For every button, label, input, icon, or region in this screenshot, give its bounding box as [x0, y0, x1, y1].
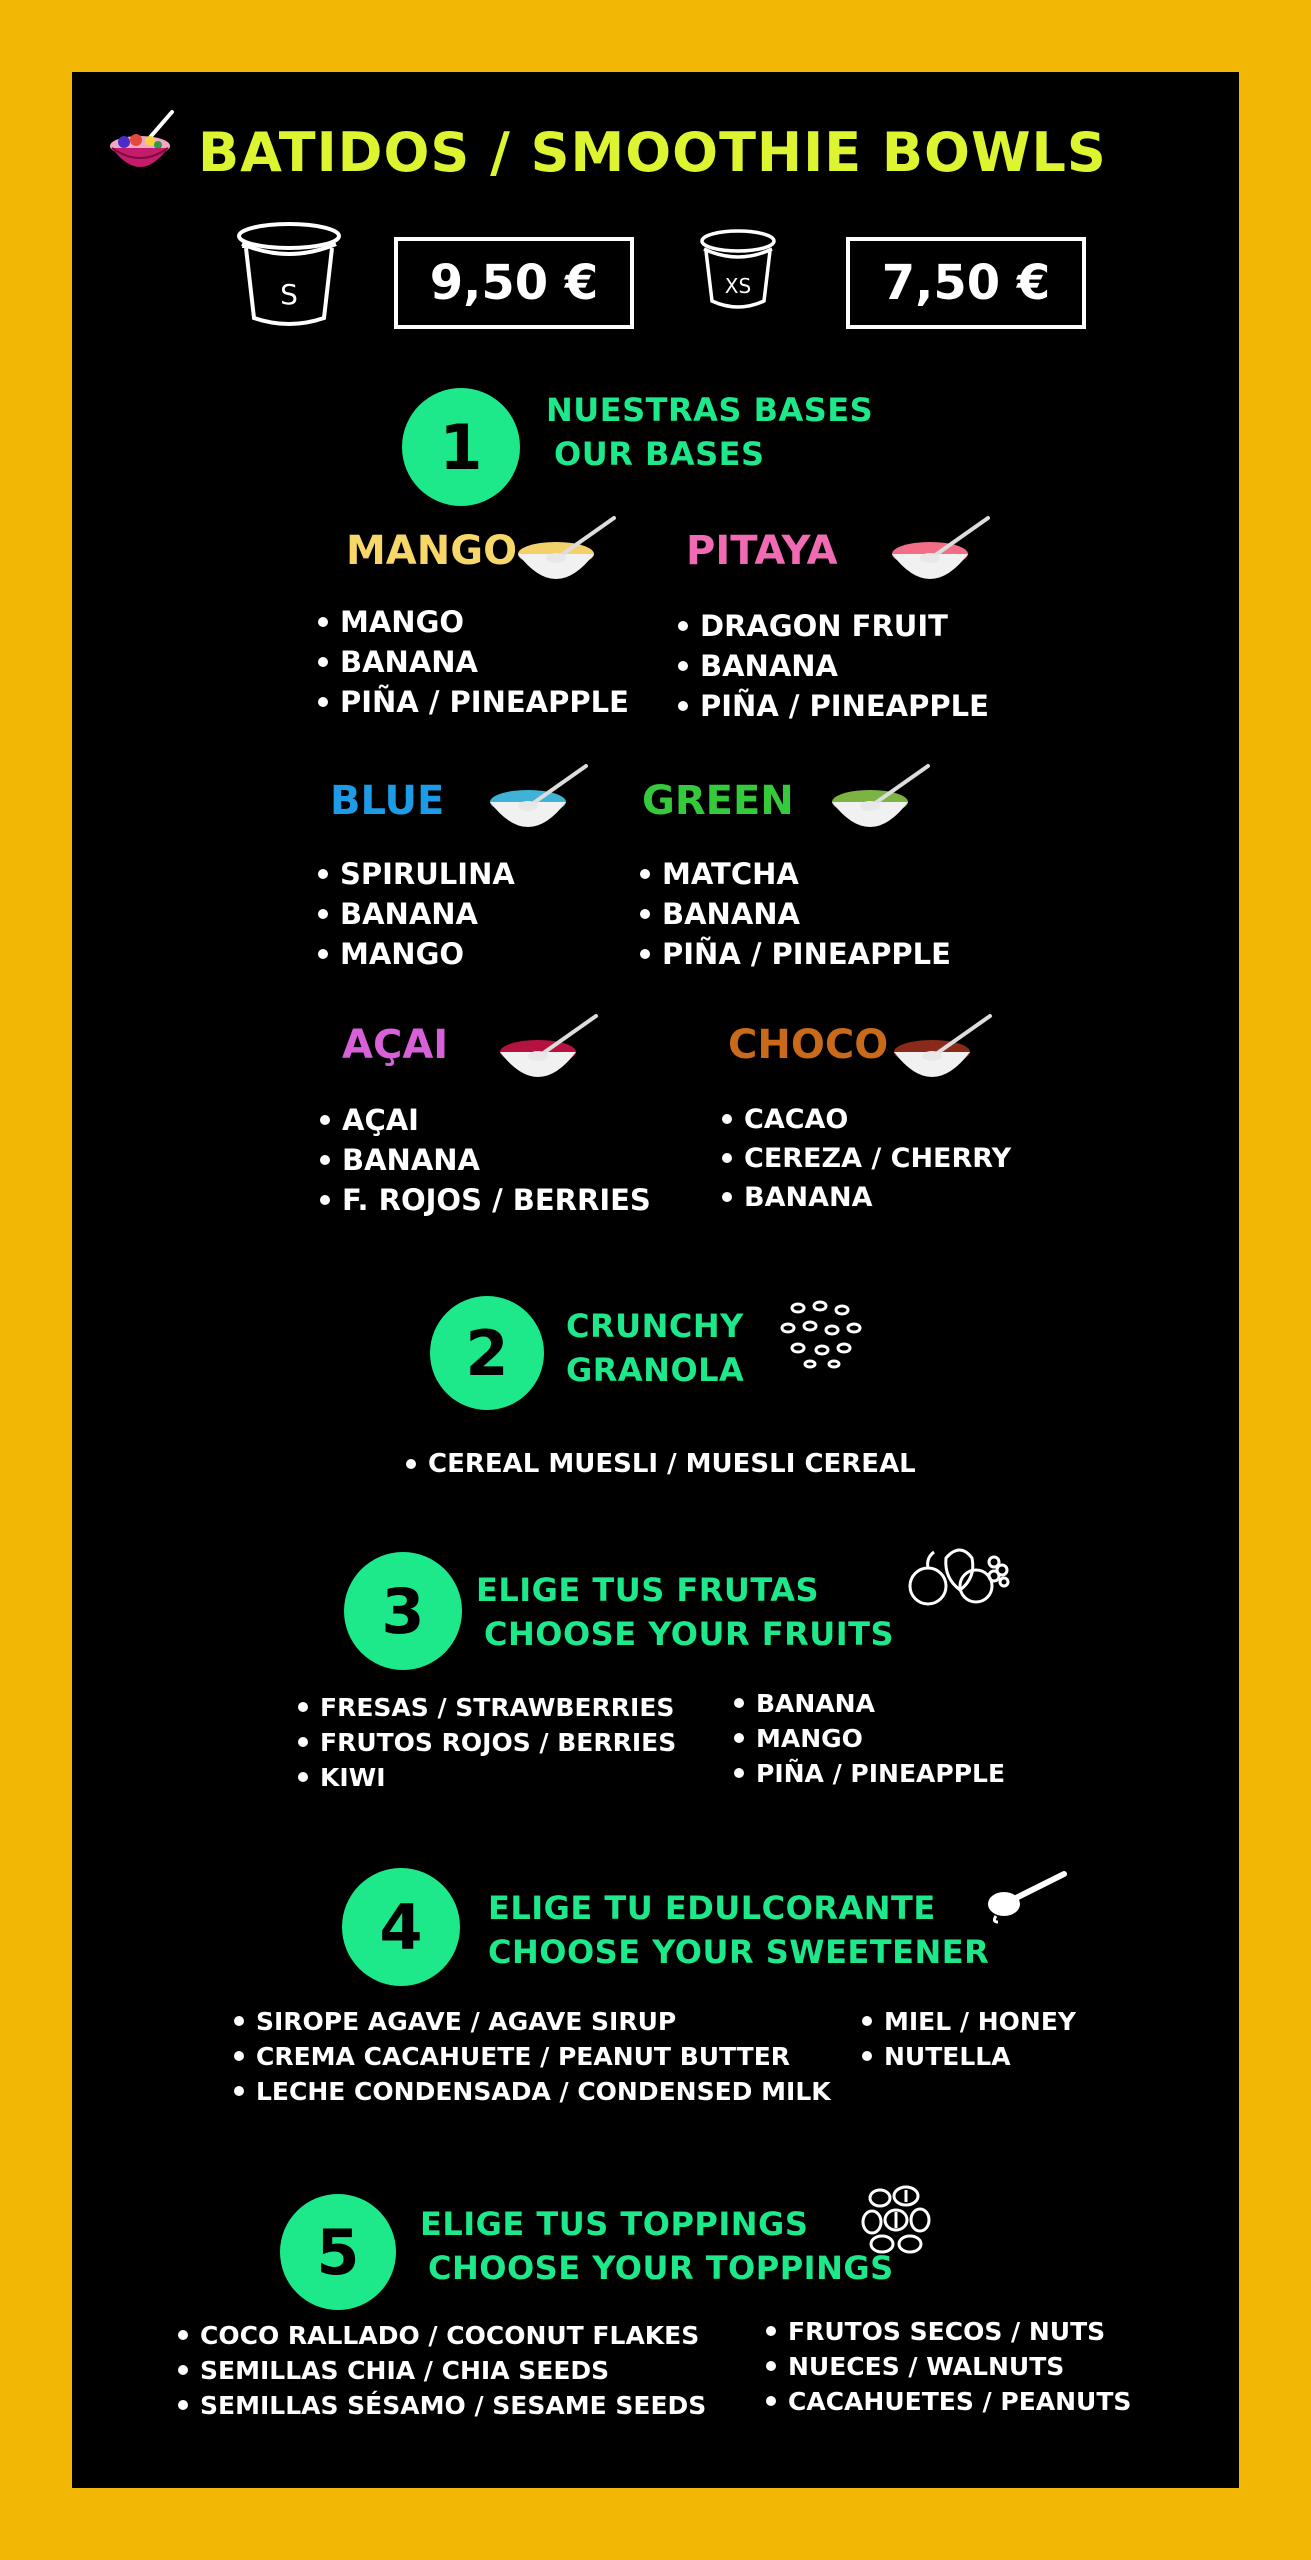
fruits-icon: [906, 1538, 1010, 1610]
list-item: SEMILLAS SÉSAMO / SESAME SEEDS: [174, 2388, 706, 2423]
cup-xs-label: XS: [724, 274, 752, 298]
choco-bowl-icon: [890, 1012, 994, 1086]
list-item: NUTELLA: [858, 2039, 1076, 2074]
menu-title: BATIDOS / SMOOTHIE BOWLS: [198, 121, 1107, 184]
step-5-title-en: CHOOSE YOUR TOPPINGS: [428, 2249, 894, 2287]
list-item: PIÑA / PINEAPPLE: [636, 934, 951, 974]
logo-bowl-icon: [106, 108, 182, 184]
list-item: COCO RALLADO / COCONUT FLAKES: [174, 2318, 706, 2353]
step-3-right-list: [730, 1686, 1005, 1791]
cup-xs-icon: [698, 227, 778, 313]
step-3-left-list: [294, 1690, 676, 1795]
list-item: AÇAI: [316, 1100, 651, 1140]
list-item: BANANA: [674, 646, 989, 686]
base-pitaya-name: PITAYA: [686, 528, 838, 574]
spoon-icon: [982, 1868, 1068, 1924]
list-item: KIWI: [294, 1760, 676, 1795]
step-5-right-list: [762, 2314, 1131, 2419]
list-item: MANGO: [730, 1721, 1005, 1756]
list-item: MIEL / HONEY: [858, 2004, 1076, 2039]
list-item: CACAO: [718, 1100, 1011, 1139]
price-s: 9,50 €: [394, 237, 634, 329]
list-item: MATCHA: [636, 854, 951, 894]
step-3-number: 3: [344, 1552, 462, 1670]
step-1-title-en: OUR BASES: [554, 435, 765, 473]
list-item: BANANA: [718, 1178, 1011, 1217]
base-choco-name: CHOCO: [728, 1022, 889, 1068]
cup-s-icon: [234, 218, 344, 330]
list-item: BANANA: [636, 894, 951, 934]
granola-icon: [780, 1298, 864, 1370]
list-item: BANANA: [730, 1686, 1005, 1721]
menu-board: [72, 72, 1239, 2488]
list-item: F. ROJOS / BERRIES: [316, 1180, 651, 1220]
list-item: SPIRULINA: [314, 854, 515, 894]
base-choco-list: [718, 1100, 1011, 1217]
list-item: PIÑA / PINEAPPLE: [674, 686, 989, 726]
step-5-title-es: ELIGE TUS TOPPINGS: [420, 2205, 809, 2243]
list-item: CREMA CACAHUETE / PEANUT BUTTER: [230, 2039, 831, 2074]
list-item: SIROPE AGAVE / AGAVE SIRUP: [230, 2004, 831, 2039]
list-item: CACAHUETES / PEANUTS: [762, 2384, 1131, 2419]
list-item: PIÑA / PINEAPPLE: [314, 682, 629, 722]
acai-bowl-icon: [496, 1012, 600, 1086]
step-1-title-es: NUESTRAS BASES: [546, 391, 874, 429]
list-item: BANANA: [314, 894, 515, 934]
step-4-title-en: CHOOSE YOUR SWEETENER: [488, 1933, 990, 1971]
base-acai-name: AÇAI: [342, 1022, 449, 1068]
base-mango-name: MANGO: [346, 528, 518, 574]
base-green-list: [636, 854, 951, 974]
list-item: MANGO: [314, 934, 515, 974]
step-3-title-en: CHOOSE YOUR FRUITS: [484, 1615, 894, 1653]
cup-s-label: S: [280, 278, 298, 311]
list-item: CEREAL MUESLI / MUESLI CEREAL: [402, 1444, 916, 1484]
step-2-title-line2: GRANOLA: [566, 1351, 745, 1389]
base-green-name: GREEN: [642, 778, 794, 824]
step-2-list: [402, 1444, 916, 1484]
base-acai-list: [316, 1100, 651, 1220]
list-item: BANANA: [316, 1140, 651, 1180]
step-3-title-es: ELIGE TUS FRUTAS: [476, 1571, 820, 1609]
list-item: LECHE CONDENSADA / CONDENSED MILK: [230, 2074, 831, 2109]
list-item: DRAGON FRUIT: [674, 606, 989, 646]
price-xs: 7,50 €: [846, 237, 1086, 329]
step-4-title-es: ELIGE TU EDULCORANTE: [488, 1889, 936, 1927]
list-item: MANGO: [314, 602, 629, 642]
step-5-left-list: [174, 2318, 706, 2423]
base-mango-list: [314, 602, 629, 722]
step-4-left-list: [230, 2004, 831, 2109]
step-2-number: 2: [430, 1296, 544, 1410]
list-item: BANANA: [314, 642, 629, 682]
list-item: FRUTOS ROJOS / BERRIES: [294, 1725, 676, 1760]
pitaya-bowl-icon: [888, 514, 992, 588]
list-item: PIÑA / PINEAPPLE: [730, 1756, 1005, 1791]
step-4-number: 4: [342, 1868, 460, 1986]
step-1-number: 1: [402, 388, 520, 506]
mango-bowl-icon: [514, 514, 618, 588]
base-blue-list: [314, 854, 515, 974]
blue-bowl-icon: [486, 762, 590, 836]
list-item: FRUTOS SECOS / NUTS: [762, 2314, 1131, 2349]
green-bowl-icon: [828, 762, 932, 836]
base-pitaya-list: [674, 606, 989, 726]
list-item: NUECES / WALNUTS: [762, 2349, 1131, 2384]
list-item: CEREZA / CHERRY: [718, 1139, 1011, 1178]
list-item: FRESAS / STRAWBERRIES: [294, 1690, 676, 1725]
nuts-icon: [860, 2184, 932, 2256]
step-5-number: 5: [280, 2194, 396, 2310]
list-item: SEMILLAS CHIA / CHIA SEEDS: [174, 2353, 706, 2388]
base-blue-name: BLUE: [330, 778, 445, 824]
step-4-right-list: [858, 2004, 1076, 2074]
step-2-title-line1: CRUNCHY: [566, 1307, 744, 1345]
